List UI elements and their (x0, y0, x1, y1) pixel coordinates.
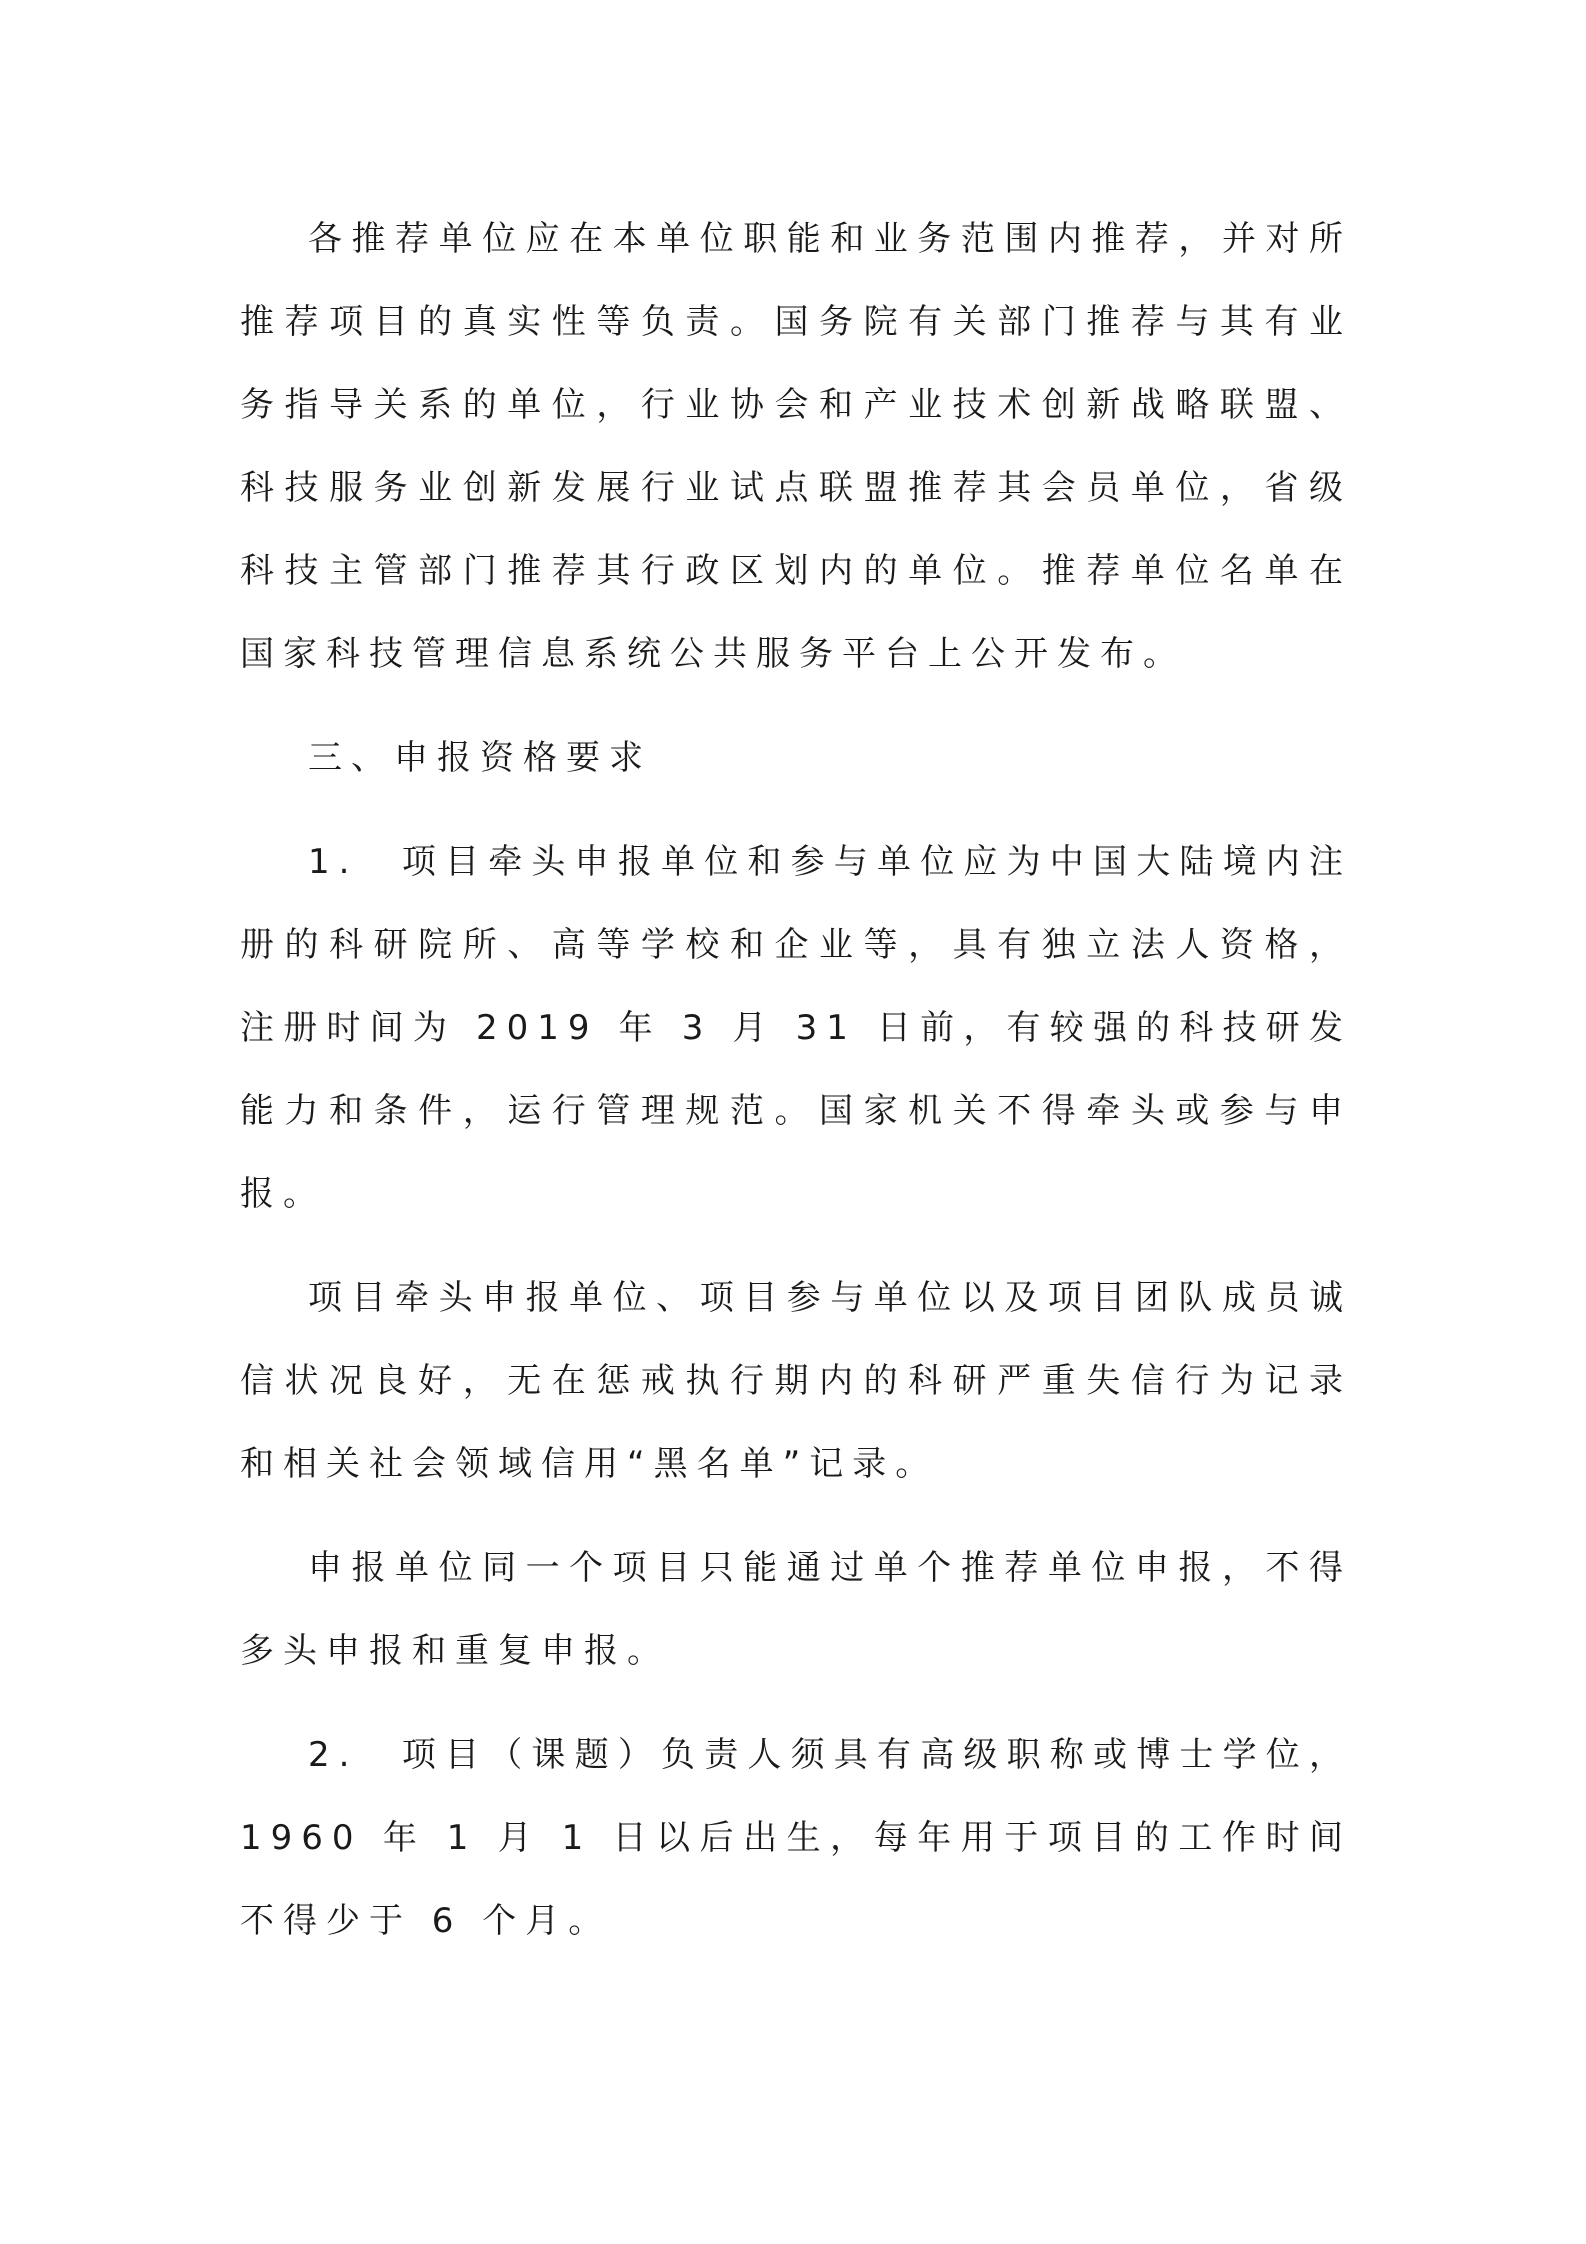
document-body (240, 198, 1352, 1963)
paragraph-single-recommendation: 申报单位同一个项目只能通过单个推荐单位申报，不得多头申报和重复申报。 (240, 1548, 1352, 1671)
paragraph-credit-status: 项目牵头申报单位、项目参与单位以及项目团队成员诚信状况良好，无在惩戒执行期内的科研严重失信行为记录和相关社会领域信用“黑名单”记录。 (240, 1278, 1352, 1484)
paragraph-item-1: 1. 项目牵头申报单位和参与单位应为中国大陆境内注册的科研院所、高等学校和企业等，具有独立法人资格，注册时间为 2019 年 3 月 31 日前，有较强的科技研发能力和条件，运行管理规范。国家机关不得牵头或参与申报。 (240, 842, 1352, 1214)
section-heading-eligibility: 三、申报资格要求 (308, 738, 652, 778)
paragraph-item-2: 2. 项目（课题）负责人须具有高级职称或博士学位，1960 年 1 月 1 日以后出生，每年用于项目的工作时间不得少于 6 个月。 (240, 1735, 1352, 1941)
paragraph-recommending-units: 各推荐单位应在本单位职能和业务范围内推荐，并对所推荐项目的真实性等负责。国务院有关部门推荐与其有业务指导关系的单位，行业协会和产业技术创新战略联盟、科技服务业创新发展行业试点联盟推荐其会员单位，省级科技主管部门推荐其行政区划内的单位。推荐单位名单在国家科技管理信息系统公共服务平台上公开发布。 (240, 219, 1352, 674)
